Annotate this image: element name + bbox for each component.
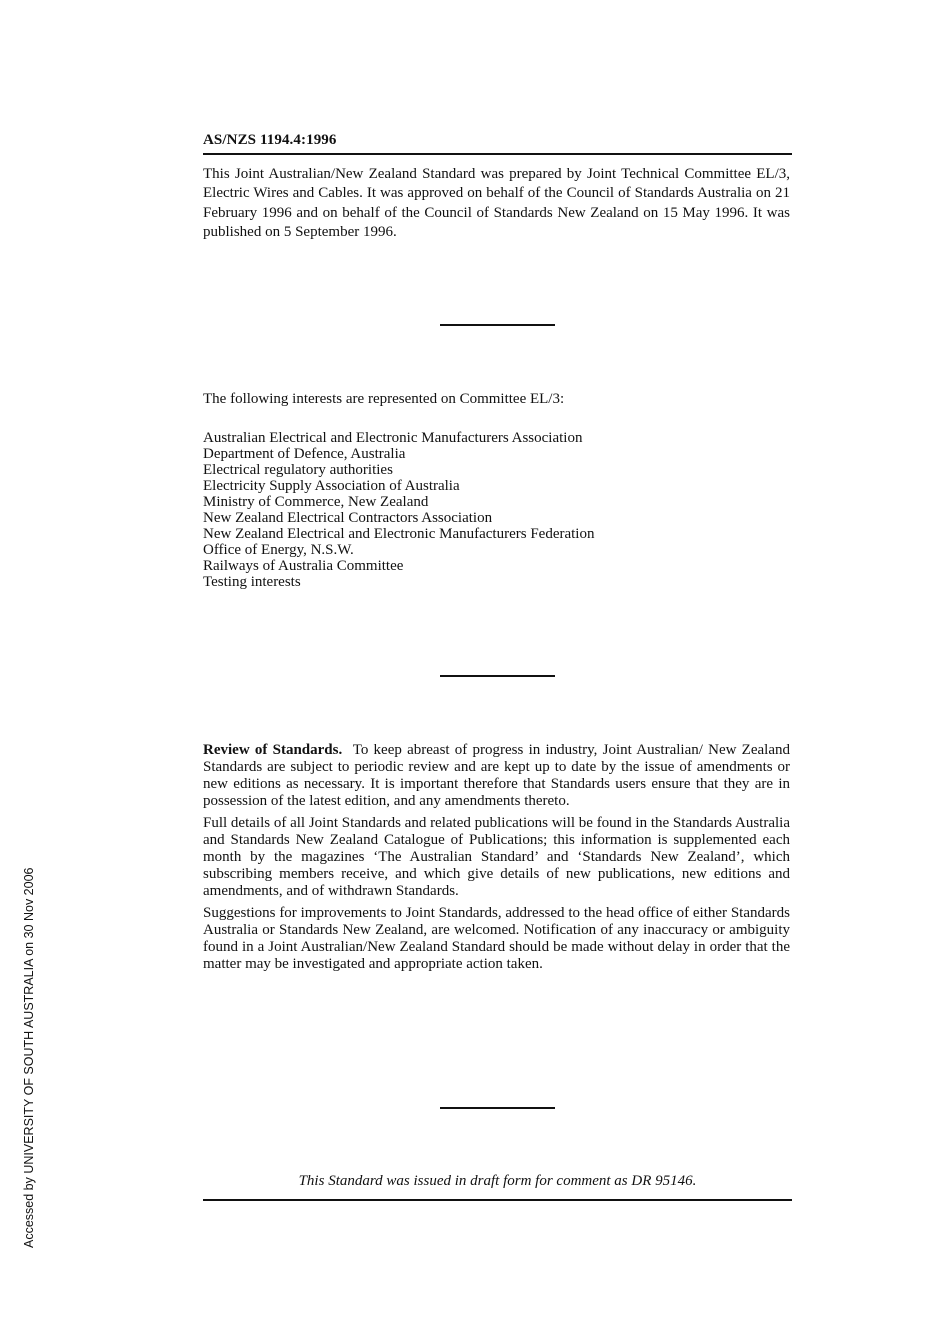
list-item: Railways of Australia Committee	[203, 558, 404, 574]
list-item: Testing interests	[203, 574, 301, 590]
review-heading: Review of Standards.	[203, 742, 343, 758]
review-of-standards	[203, 742, 790, 978]
committee-interests-list	[203, 430, 594, 590]
list-item: Electricity Supply Association of Australia	[203, 478, 460, 494]
section-divider	[440, 675, 555, 677]
preparation-note: This Joint Australian/New Zealand Standard was prepared by Joint Technical Committee EL/3, Electric Wires and Cables. It was approved on behalf of the Council of Standards Australia on 21 February 1996 and on behalf of the Council of Standards New Zealand on 15 May 1996. It was published on 5 September 1996.	[203, 166, 790, 240]
section-divider	[440, 1107, 555, 1109]
access-stamp: Accessed by UNIVERSITY OF SOUTH AUSTRALIA on 30 Nov 2006	[22, 867, 36, 1248]
list-item: Electrical regulatory authorities	[203, 462, 393, 478]
list-item: Australian Electrical and Electronic Manufacturers Association	[203, 430, 583, 446]
review-paragraph	[203, 742, 790, 810]
review-text: To keep abreast of progress in industry, Joint Australian/ New Zealand Standards are subject to periodic review and are kept up to date by the issue of amendments or new editions as necessary. It is important therefore that Standards users ensure that they are in possession of the latest edition, and any amendments thereto.	[203, 742, 790, 809]
list-item: Office of Energy, N.S.W.	[203, 542, 354, 558]
committee-intro: The following interests are represented on Committee EL/3:	[203, 391, 565, 407]
section-divider	[440, 324, 555, 326]
catalogue-paragraph: Full details of all Joint Standards and related publications will be found in the Standards Australia and Standards New Zealand Catalogue of Publications; this information is supplemented each month by the magazines ‘The Australian Standard’ and ‘Standards New Zealand’, which subscribing members receive, and which give details of new publications, new editions and amendments, and of withdrawn Standards.	[203, 815, 790, 899]
draft-note: This Standard was issued in draft form for comment as DR 95146.	[298, 1173, 697, 1189]
standard-number: AS/NZS 1194.4:1996	[203, 132, 337, 148]
footer-rule	[203, 1199, 792, 1201]
list-item: New Zealand Electrical and Electronic Manufacturers Federation	[203, 526, 595, 542]
list-item: Ministry of Commerce, New Zealand	[203, 494, 429, 510]
list-item: Department of Defence, Australia	[203, 446, 406, 462]
suggestions-paragraph: Suggestions for improvements to Joint Standards, addressed to the head office of either Standards Australia or Standards New Zealand, are welcomed. Notification of any inaccuracy or ambiguity found in a Joint Australian/New Zealand Standard should be made without delay in order that the matter may be investigated and appropriate action taken.	[203, 905, 790, 972]
list-item: New Zealand Electrical Contractors Association	[203, 510, 493, 526]
header-rule	[203, 153, 792, 155]
